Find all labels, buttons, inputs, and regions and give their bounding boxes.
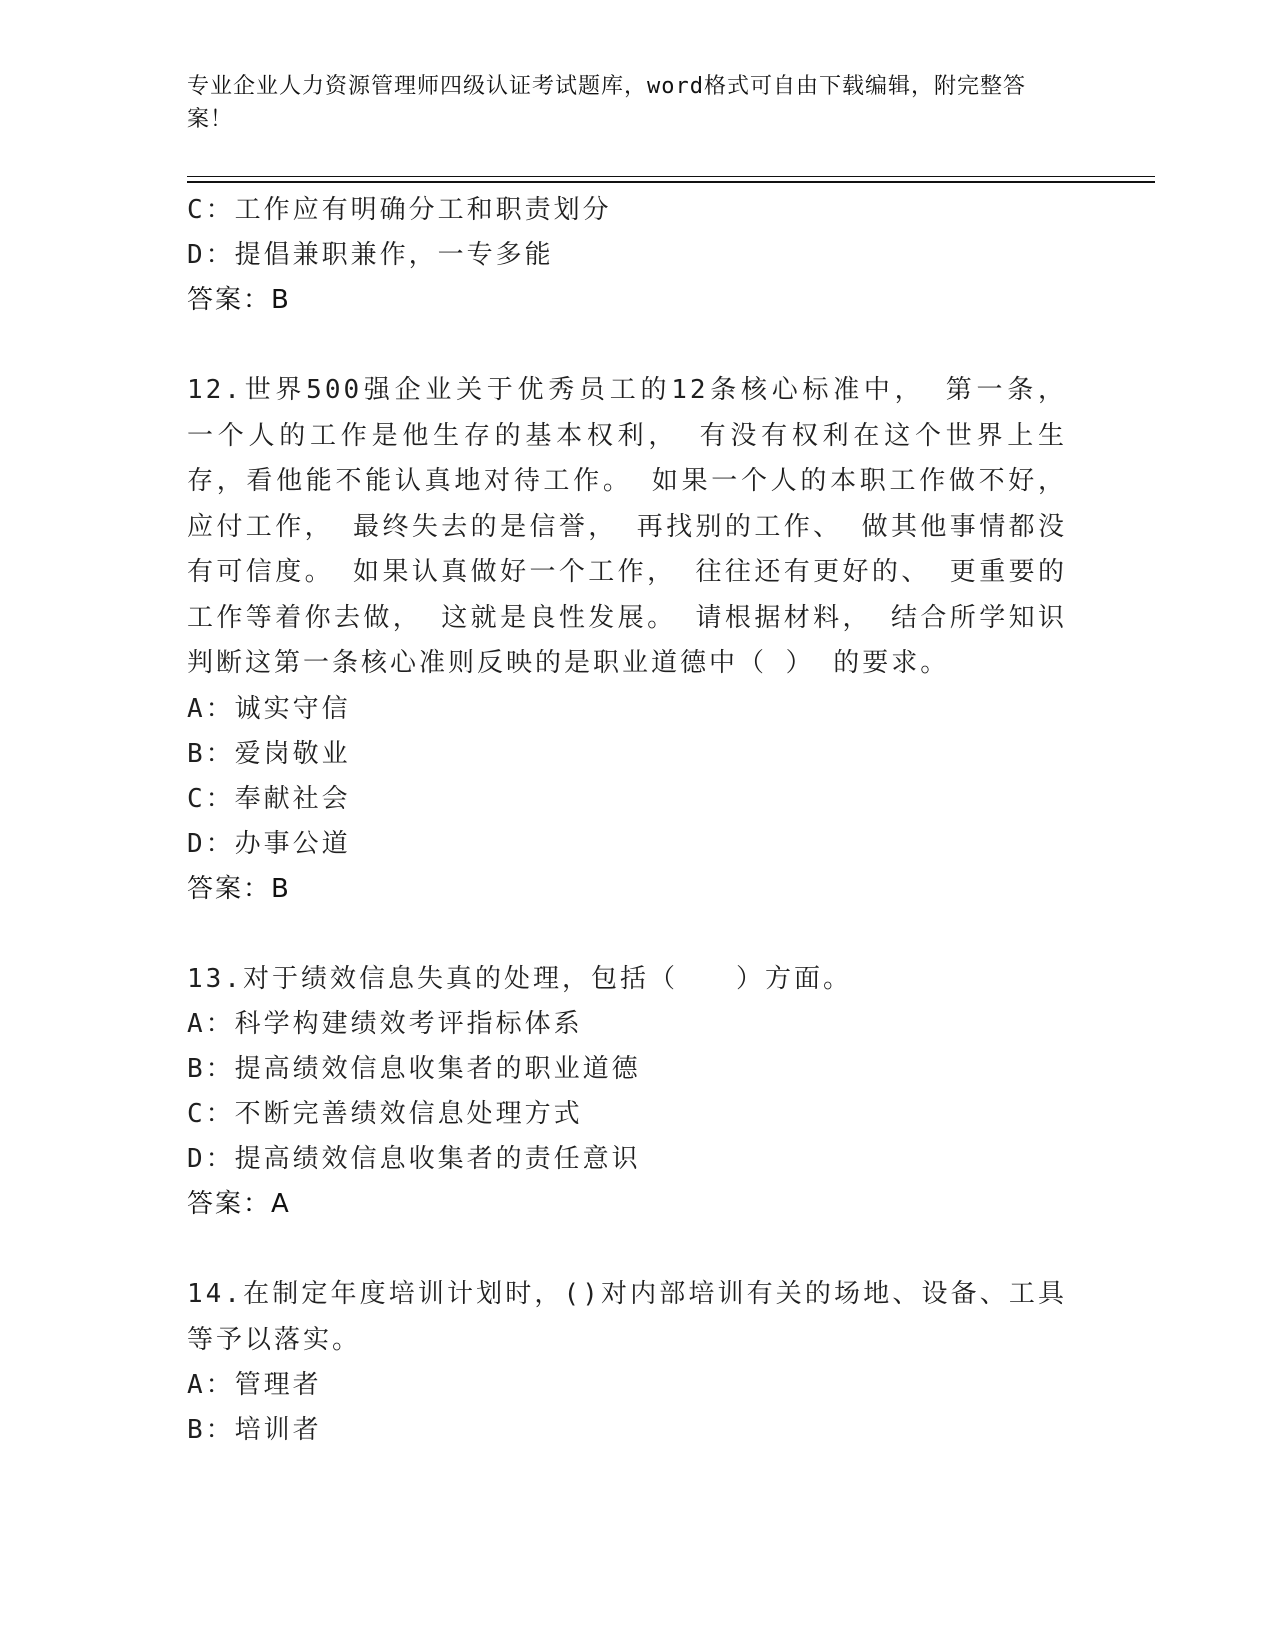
option-a: A：科学构建绩效考评指标体系	[187, 1009, 583, 1039]
option-d: D：提高绩效信息收集者的责任意识	[187, 1144, 641, 1174]
option-c: C：工作应有明确分工和职责划分	[187, 195, 612, 225]
question-stem: 12.世界500强企业关于优秀员工的12条核心标准中， 第一条， 一个人的工作是他生存的基本权利， 有没有权利在这个世界上生存，看他能不能认真地对待工作。 如果一个人的本职工作做不好， 应付工作， 最终失去的是信誉， 再找别的工作、 做其他事情都没有可信度。 如果认真做好一个工作， 往往还有更好的、 更重要的工作等着你去做， 这就是良性发展。 请根据材料， 结合所学知识判断这第一条核心准则反映的是职业道德中（ ） 的要求。	[187, 375, 1067, 678]
question-fragment	[187, 188, 1067, 323]
page-header: 专业企业人力资源管理师四级认证考试题库，word格式可自由下载编辑，附完整答案！	[187, 74, 1026, 132]
question-14	[187, 1272, 1067, 1453]
option-a: A：管理者	[187, 1370, 322, 1400]
option-d: D：办事公道	[187, 828, 351, 859]
document-body	[187, 188, 1067, 1453]
answer-line: 答案：B	[187, 873, 291, 904]
option-d: D：提倡兼职兼作，一专多能	[187, 240, 554, 270]
option-c: C：奉献社会	[187, 783, 351, 814]
option-c: C：不断完善绩效信息处理方式	[187, 1099, 583, 1129]
question-12	[187, 368, 1067, 912]
question-13	[187, 957, 1067, 1228]
option-b: B：培训者	[187, 1415, 322, 1445]
option-a: A：诚实守信	[187, 693, 351, 724]
answer-line: 答案：B	[187, 285, 291, 315]
header-divider-thick	[187, 181, 1155, 183]
answer-line: 答案：A	[187, 1189, 291, 1219]
option-b: B：提高绩效信息收集者的职业道德	[187, 1054, 641, 1084]
question-stem: 14.在制定年度培训计划时，()对内部培训有关的场地、设备、工具等予以落实。	[187, 1279, 1067, 1355]
header-divider-thin	[187, 176, 1155, 177]
question-stem: 13.对于绩效信息失真的处理，包括（ ）方面。	[187, 963, 852, 994]
option-b: B：爱岗敬业	[187, 738, 351, 769]
